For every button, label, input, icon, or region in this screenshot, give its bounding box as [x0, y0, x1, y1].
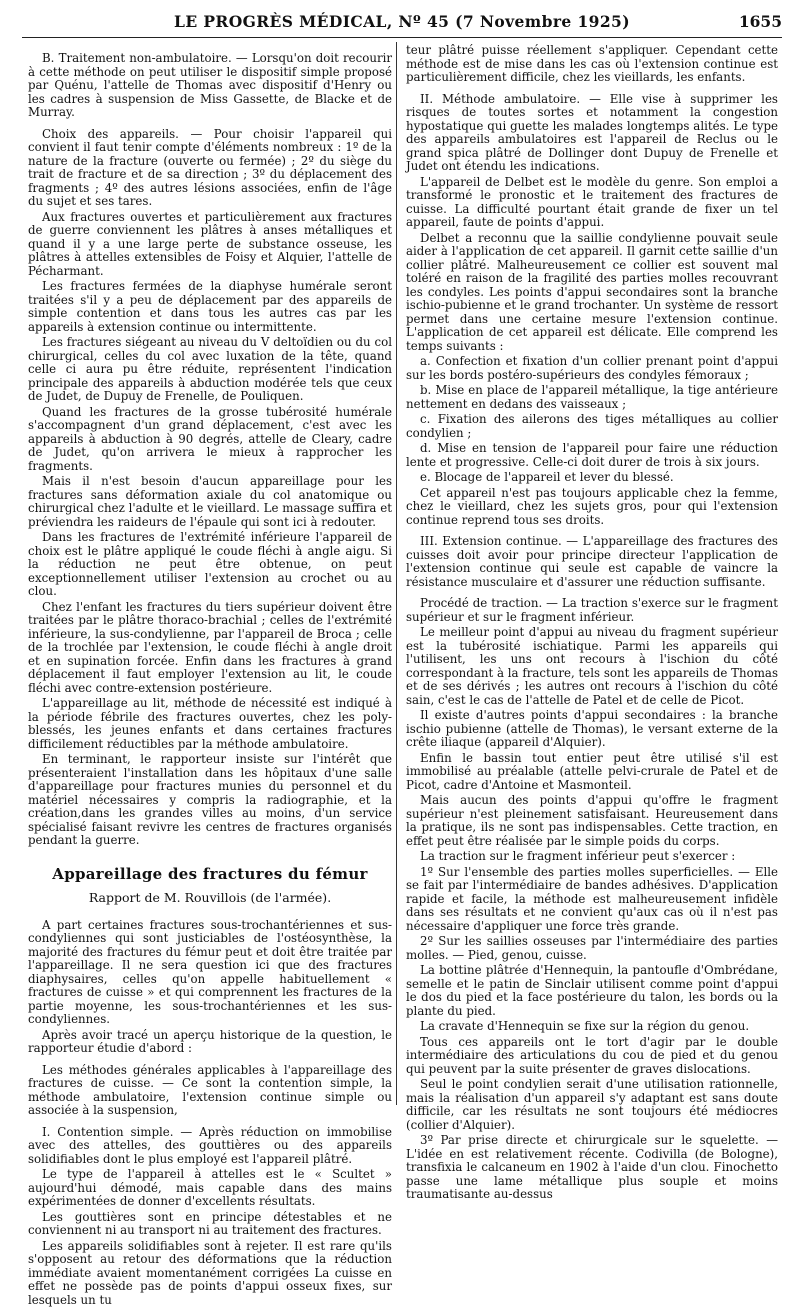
journal-title: LE PROGRÈS MÉDICAL, Nº 45 (7 Novembre 1925) [22, 12, 782, 31]
paragraph: La traction sur le fragment inférieur peut s'exercer : [406, 850, 778, 864]
paragraph: Mais il n'est besoin d'aucun appareillage pour les fractures sans déformation axiale du col anatomique ou chirurgical chez l'adulte et le vieillard. Le massage suffira et préviendra les raideurs de l'épaule qui sont ici à redouter. [28, 475, 392, 529]
paragraph: Les fractures fermées de la diaphyse humérale seront traitées s'il y a peu de déplacement par des appareils de simple contention et dans tous les autres cas par les appareils à extension continue ou intermittente. [28, 280, 392, 334]
paragraph: L'appareillage au lit, méthode de nécessité est indiqué à la période fébrile des fractures ouvertes, chez les poly-blessés, les jeunes enfants et dans certaines fractures difficilement réductibles par la méthode ambulatoire. [28, 697, 392, 751]
paragraph: Mais aucun des points d'appui qu'offre le fragment supérieur n'est pleinement satisfaisant. Heureusement dans la pratique, ils ne sont pas indispensables. Cette traction, en effet peut être réalisée par le simple poids du corps. [406, 794, 778, 848]
paragraph: L'appareil de Delbet est le modèle du genre. Son emploi a transformé le pronostic et le traitement des fractures de cuisse. La difficulté pourtant était grande de fixer un tel appareil, faute de points d'appui. [406, 176, 778, 230]
paragraph: Chez l'enfant les fractures du tiers supérieur doivent être traitées par le plâtre thoraco-brachial ; celles de l'extrémité inférieure, la sus-condylienne, par l'appareil de Broca ; celle de la trochlée par l'extension, le coude fléchi à angle droit et en supination forcée. Enfin dans les fractures à grand déplacement il faut employer l'extension au lit, le coude fléchi avec contre-extension postérieure. [28, 601, 392, 696]
paragraph: Procédé de traction. — La traction s'exerce sur le fragment supérieur et sur le fragment inférieur. [406, 597, 778, 624]
paragraph: A part certaines fractures sous-trochantériennes et sus-condyliennes qui sont justiciables de l'ostéosynthèse, la majorité des fractures du fémur peut et doit être traitée par l'appareillage. Il ne sera question ici que des fractures diaphysaires, celles qu'on appelle habituellement « fractures de cuisse » et qui comprennent les fractures de la partie moyenne, les sous-trochantériennes et les sus-condyliennes. [28, 919, 392, 1027]
paragraph: Tous ces appareils ont le tort d'agir par le double intermédiaire des articulations du cou de pied et du genou qui peuvent par la suite présenter de graves dislocations. [406, 1036, 778, 1077]
paragraph: Les appareils solidifiables sont à rejeter. Il est rare qu'ils s'opposent au retour des déformations que la réduction immédiate avaient momentanément corrigées La cuisse en effet ne possède pas de points d'appui osseux fixes, sur lesquels un tu [28, 1240, 392, 1307]
paragraph: Aux fractures ouvertes et particulièrement aux fractures de guerre conviennent les plâtres à anses métalliques et quand il y a une large perte de substance osseuse, les plâtres à attelles extensibles de Foisy et Alquier, l'attelle de Pécharmant. [28, 211, 392, 279]
header-rule [22, 37, 782, 38]
section-heading: Appareillage des fractures du fémur [28, 868, 392, 882]
paragraph: B. Traitement non-ambulatoire. — Lorsqu'on doit recourir à cette méthode on peut utiliser le dispositif simple proposé par Quénu, l'attelle de Thomas avec dispositif d'Henry ou les cadres à suspension de Miss Gassette, de Blacke et de Murray. [28, 52, 392, 120]
paragraph: Enfin le bassin tout entier peut être utilisé s'il est immobilisé au préalable (attelle pelvi-crurale de Patel et de Picot, cadre d'Antoine et Masmonteil. [406, 752, 778, 793]
paragraph: Dans les fractures de l'extrémité inférieure l'appareil de choix est le plâtre appliqué le coude fléchi à angle aigu. Si la réduction ne peut être obtenue, on peut exceptionnellement utiliser l'extension au crochet ou au clou. [28, 531, 392, 599]
paragraph: Cet appareil n'est pas toujours applicable chez la femme, chez le vieillard, chez les sujets gros, pour qui l'extension continue reprend tous ses droits. [406, 487, 778, 528]
paragraph: Seul le point condylien serait d'une utilisation rationnelle, mais la réalisation d'un appareil s'y adaptant est sans doute difficile, car les résultats ne sont toujours été médiocres (collier d'Alquier). [406, 1078, 778, 1132]
paragraph: Choix des appareils. — Pour choisir l'appareil qui convient il faut tenir compte d'éléments nombreux : 1º de la nature de la fracture (ouverte ou fermée) ; 2º du siège du trait de fracture et de sa direction ; 3º du déplacement des fragments ; 4º des autres lésions associées, enfin de l'âge du sujet et ses tares. [28, 128, 392, 209]
paragraph: Le type de l'appareil à attelles est le « Scultet » aujourd'hui démodé, mais capable dans des mains expérimentées de donner d'excellents résultats. [28, 1168, 392, 1209]
list-item: b. Mise en place de l'appareil métallique, la tige antérieure nettement en dedans des vaisseaux ; [406, 384, 778, 411]
page-header [22, 12, 782, 36]
paragraph: 2º Sur les saillies osseuses par l'intermédiaire des parties molles. — Pied, genou, cuisse. [406, 935, 778, 962]
paragraph: Delbet a reconnu que la saillie condylienne pouvait seule aider à l'application de cet appareil. Il garnit cette saillie d'un collier plâtré. Malheureusement ce collier est souvent mal toléré en raison de la fragilité des parties molles recouvrant les condyles. Les points d'appui secondaires sont la branche ischio-pubienne et le grand trochanter. Un système de ressort permet dans une certaine mesure l'extension continue. L'application de cet appareil est délicate. Elle comprend les temps suivants : [406, 232, 778, 354]
paragraph: En terminant, le rapporteur insiste sur l'intérêt que présenteraient l'installation dans les hôpitaux d'une salle d'appareillage pour fractures munies du personnel et du matériel nécessaires y compris la radiographie, et la création,dans les grandes villes au moins, d'un service spécialisé faisant revivre les centres de fractures organisés pendant la guerre. [28, 753, 392, 848]
paragraph: I. Contention simple. — Après réduction on immobilise avec des attelles, des gouttières ou des appareils solidifiables dont le plus employé est l'appareil plâtré. [28, 1126, 392, 1167]
paragraph: 1º Sur l'ensemble des parties molles superficielles. — Elle se fait par l'intermédiaire de bandes adhésives. D'application rapide et facile, la méthode est malheureusement infidèle dans ses résultats et ne convient qu'aux cas où il n'est pas nécessaire d'appliquer une force très grande. [406, 866, 778, 934]
left-column [28, 52, 392, 1102]
paragraph: Les méthodes générales applicables à l'appareillage des fractures de cuisse. — Ce sont la contention simple, la méthode ambulatoire, l'extension continue simple ou associée à la suspension, [28, 1064, 392, 1118]
paragraph: Les fractures siégeant au niveau du V deltoïdien ou du col chirurgical, celles du col avec luxation de la tête, quand celle ci aura pu être réduite, représentent l'indication principale des appareils à abduction modérée tels que ceux de Judet, de Dupuy de Frenelle, de Pouliquen. [28, 336, 392, 404]
right-column [406, 44, 778, 1094]
column-divider [396, 42, 397, 1105]
paragraph: Le meilleur point d'appui au niveau du fragment supérieur est la tubérosité ischiatique. Parmi les appareils qui l'utilisent, les uns ont recours à l'ischion du côté correspondant à la fracture, tels sont les appareils de Thomas et de ses dérivés ; les autres ont recours à l'ischion du côté sain, c'est le cas de l'attelle de Patel et de celle de Picot. [406, 626, 778, 707]
list-item: d. Mise en tension de l'appareil pour faire une réduction lente et progressive. Celle-ci doit durer de trois à six jours. [406, 442, 778, 469]
paragraph: II. Méthode ambulatoire. — Elle vise à supprimer les risques de toutes sortes et notamment la congestion hypostatique qui guette les malades longtemps alités. Le type des appareils ambulatoires est l'appareil de Reclus ou le grand spica plâtré de Dollinger dont Dupuy de Frenelle et Judet ont étendu les indications. [406, 93, 778, 174]
paragraph: Quand les fractures de la grosse tubérosité humérale s'accompagnent d'un grand déplacement, c'est avec les appareils à abduction à 90 degrés, attelle de Cleary, cadre de Judet, qu'on arrivera le mieux à rapprocher les fragments. [28, 406, 392, 474]
paragraph: 3º Par prise directe et chirurgicale sur le squelette. — L'idée en est relativement récente. Codivilla (de Bologne), transfixia le calcaneum en 1902 à l'aide d'un clou. Finochetto passe une lame métallique plus souple et moins traumatisante au-dessus [406, 1134, 778, 1202]
paragraph: Il existe d'autres points d'appui secondaires : la branche ischio pubienne (attelle de Thomas), le versant externe de la crête iliaque (appareil d'Alquier). [406, 709, 778, 750]
list-item: e. Blocage de l'appareil et lever du blessé. [406, 471, 778, 485]
paragraph: La cravate d'Hennequin se fixe sur la région du genou. [406, 1020, 778, 1034]
paragraph: Les gouttières sont en principe détestables et ne conviennent ni au transport ni au traitement des fractures. [28, 1211, 392, 1238]
page-number: 1655 [739, 12, 782, 31]
list-item: c. Fixation des ailerons des tiges métalliques au collier condylien ; [406, 413, 778, 440]
paragraph: Après avoir tracé un aperçu historique de la question, le rapporteur étudie d'abord : [28, 1029, 392, 1056]
list-item: a. Confection et fixation d'un collier prenant point d'appui sur les bords postéro-supérieurs des condyles fémoraux ; [406, 355, 778, 382]
report-byline: Rapport de M. Rouvillois (de l'armée). [28, 891, 392, 905]
paragraph: La bottine plâtrée d'Hennequin, la pantoufle d'Ombrédane, semelle et le patin de Sinclair utilisent comme point d'appui le dos du pied et la face postérieure du talon, les bords ou la plante du pied. [406, 964, 778, 1018]
paragraph: teur plâtré puisse réellement s'appliquer. Cependant cette méthode est de mise dans les cas où l'extension continue est particulièrement difficile, chez les vieillards, les enfants. [406, 44, 778, 85]
paragraph: III. Extension continue. — L'appareillage des fractures des cuisses doit avoir pour principe directeur l'application de l'extension continue qui seule est capable de vaincre la résistance musculaire et d'assurer une réduction suffisante. [406, 535, 778, 589]
